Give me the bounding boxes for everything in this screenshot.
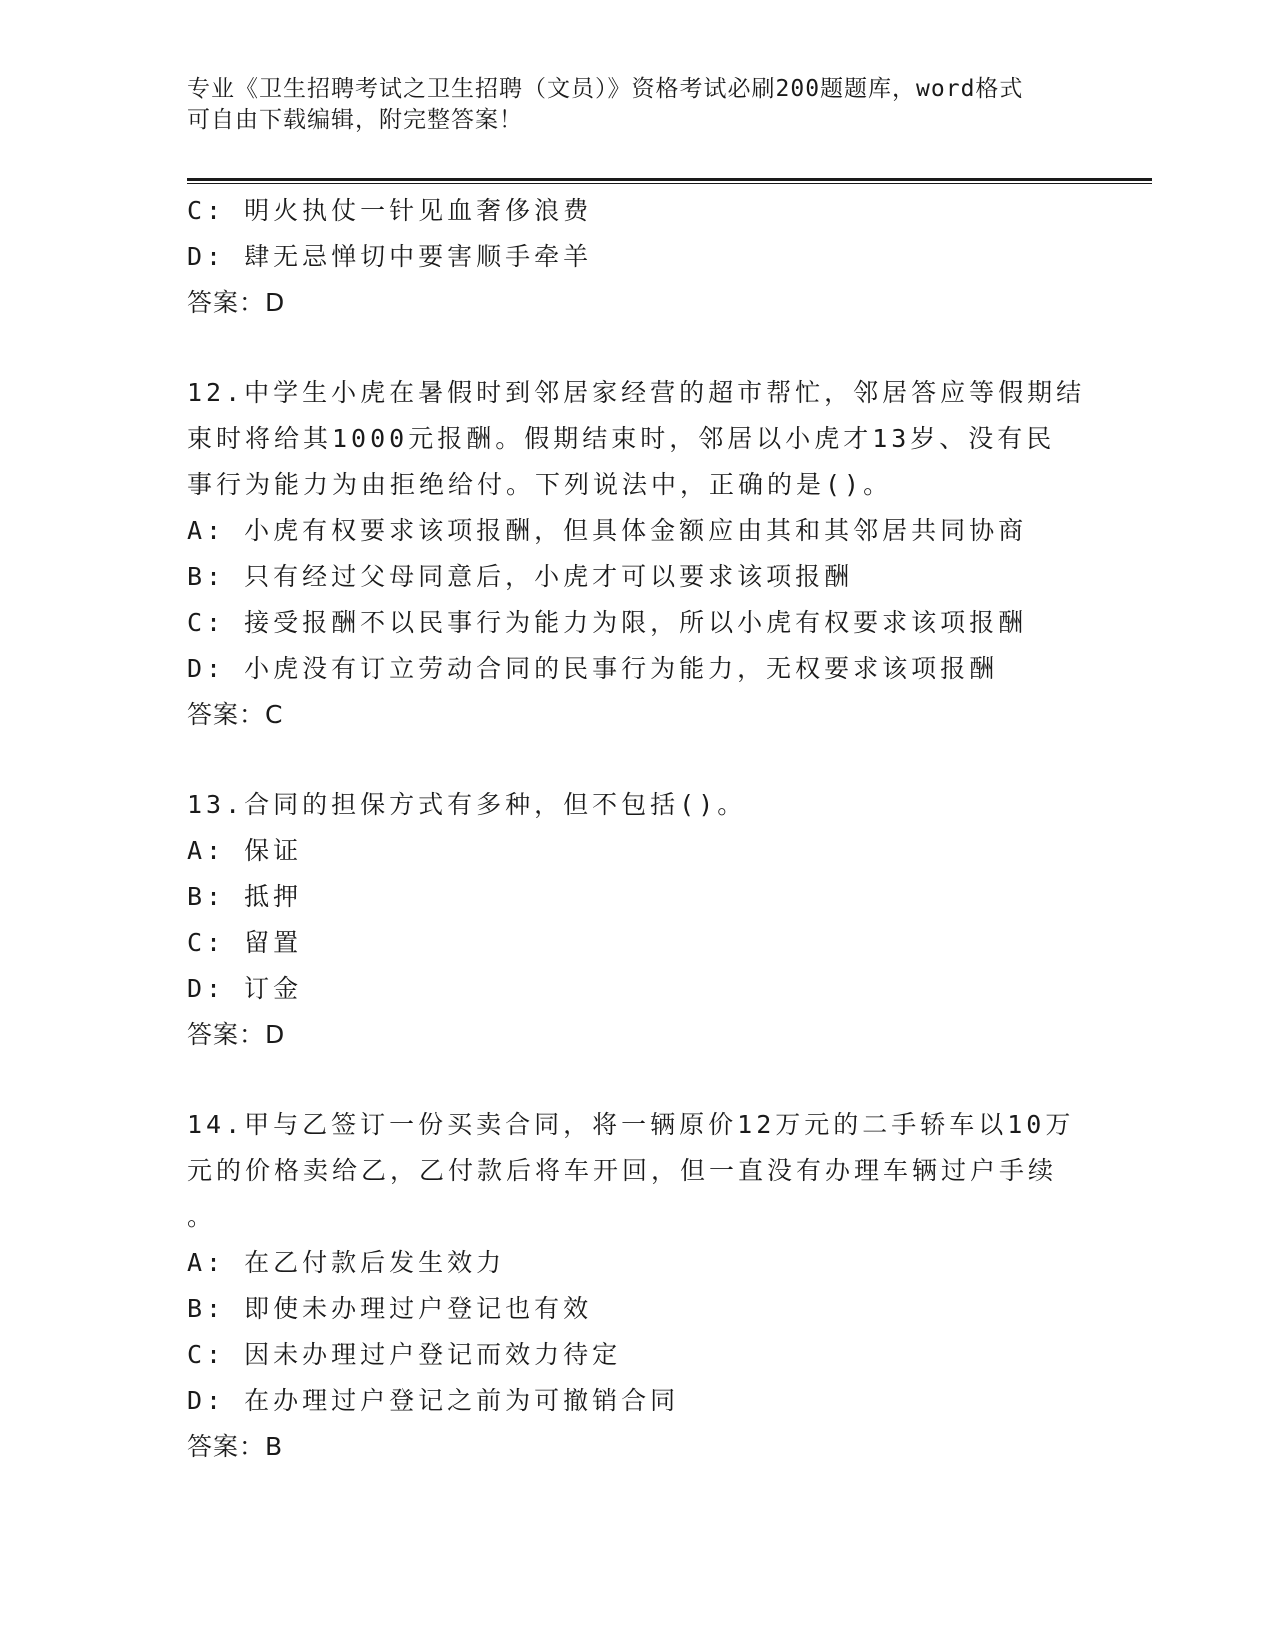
option-d: D: 肆无忌惮切中要害顺手牵羊 xyxy=(187,242,593,271)
header-title-line-2: 可自由下载编辑，附完整答案！ xyxy=(187,107,523,133)
question-stem-line: 14.甲与乙签订一份买卖合同，将一辆原价12万元的二手轿车以10万 xyxy=(187,1110,1075,1139)
header-title-line-1: 专业《卫生招聘考试之卫生招聘（文员）》资格考试必刷200题题库，word格式 xyxy=(187,76,1024,102)
answer-line: 答案：D xyxy=(187,1020,286,1049)
answer-line: 答案：D xyxy=(187,288,286,317)
option-d: D: 在办理过户登记之前为可撤销合同 xyxy=(187,1386,680,1415)
question-stem-line: 元的价格卖给乙，乙付款后将车开回，但一直没有办理车辆过户手续 xyxy=(187,1156,1058,1185)
option-b: B: 即使未办理过户登记也有效 xyxy=(187,1294,593,1323)
answer-line: 答案：C xyxy=(187,700,284,729)
question-stem-line: 13.合同的担保方式有多种，但不包括()。 xyxy=(187,790,747,819)
answer-line: 答案：B xyxy=(187,1432,284,1461)
question-12 xyxy=(187,370,1087,738)
header-divider-thin xyxy=(187,183,1152,184)
question-14 xyxy=(187,1102,1087,1470)
spacer xyxy=(187,738,1087,782)
option-a: A: 在乙付款后发生效力 xyxy=(187,1248,506,1277)
question-13 xyxy=(187,782,1087,1058)
option-a: A: 小虎有权要求该项报酬，但具体金额应由其和其邻居共同协商 xyxy=(187,516,1028,545)
header-divider-thick xyxy=(187,178,1152,181)
option-b: B: 只有经过父母同意后，小虎才可以要求该项报酬 xyxy=(187,562,854,591)
spacer xyxy=(187,326,1087,370)
question-stem-line: 事行为能力为由拒绝给付。下列说法中，正确的是()。 xyxy=(187,470,893,499)
option-c: C: 留置 xyxy=(187,928,303,957)
question-list xyxy=(187,188,1087,1470)
option-d: D: 订金 xyxy=(187,974,303,1003)
option-a: A: 保证 xyxy=(187,836,303,865)
question-stem-line: 束时将给其1000元报酬。假期结束时，邻居以小虎才13岁、没有民 xyxy=(187,424,1056,453)
option-c: C: 明火执仗一针见血奢侈浪费 xyxy=(187,196,593,225)
option-d: D: 小虎没有订立劳动合同的民事行为能力，无权要求该项报酬 xyxy=(187,654,999,683)
option-c: C: 因未办理过户登记而效力待定 xyxy=(187,1340,622,1369)
spacer xyxy=(187,1058,1087,1102)
document-header xyxy=(187,74,1067,136)
prev-question-block xyxy=(187,188,1087,326)
question-stem-line: 。 xyxy=(187,1202,213,1231)
option-c: C: 接受报酬不以民事行为能力为限，所以小虎有权要求该项报酬 xyxy=(187,608,1028,637)
question-stem-line: 12.中学生小虎在暑假时到邻居家经营的超市帮忙，邻居答应等假期结 xyxy=(187,378,1086,407)
option-b: B: 抵押 xyxy=(187,882,303,911)
